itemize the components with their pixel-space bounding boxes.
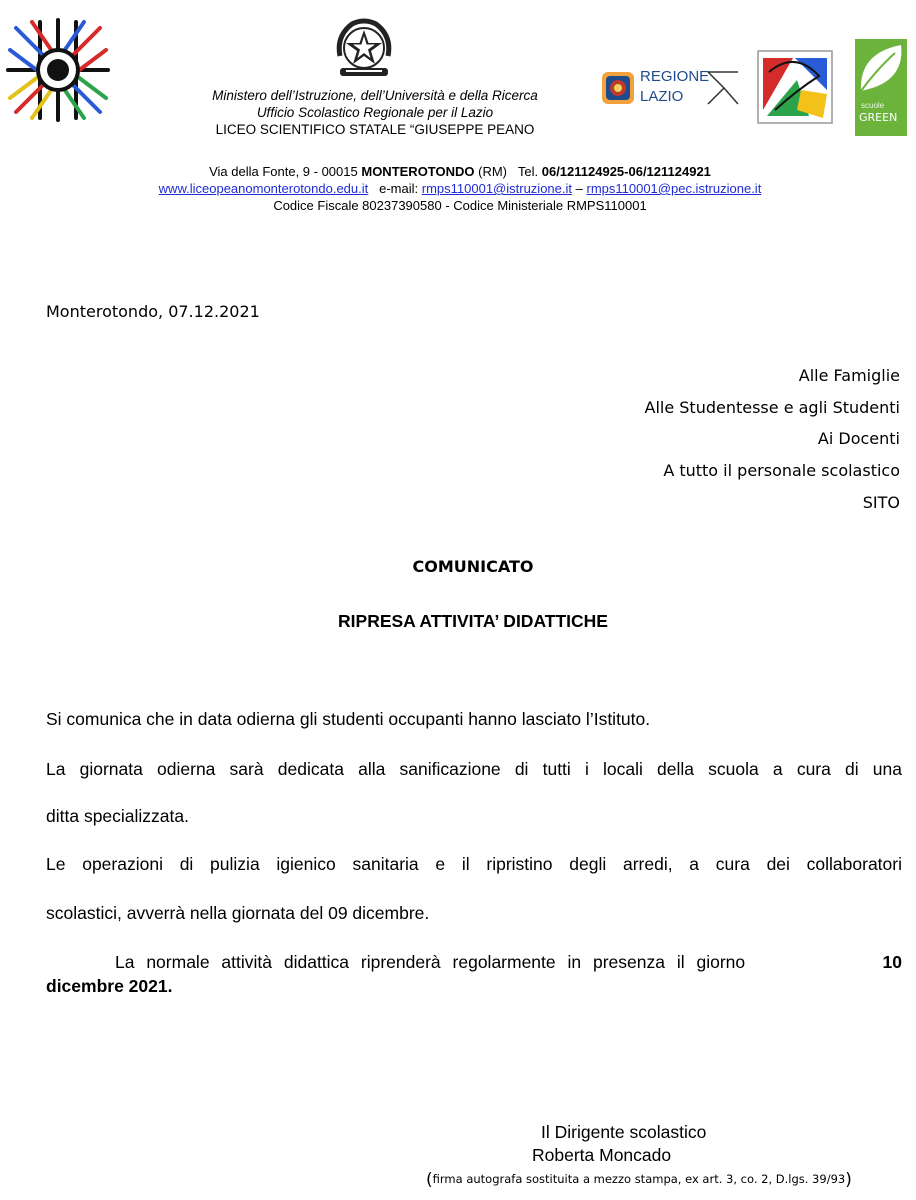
note-open-paren: ( xyxy=(426,1170,433,1190)
city: MONTEROTONDO xyxy=(361,164,475,179)
note-text: firma autografa sostituita a mezzo stampa, ex art. 3, co. 2, D.lgs. 39/93 xyxy=(432,1172,846,1186)
pec-link[interactable]: rmps110001@pec.istruzione.it xyxy=(586,181,762,196)
school-logo xyxy=(2,14,114,126)
leaf-icon xyxy=(855,39,907,99)
school-network-logo xyxy=(757,50,833,124)
website-link[interactable]: www.liceopeanomonterotondo.edu.it xyxy=(158,181,369,196)
body-paragraph-3-line-2: scolastici, avverrà nella giornata del 09 dicembre. xyxy=(46,903,430,923)
tel-label: Tel. xyxy=(517,164,539,179)
scuole-green-logo xyxy=(855,39,907,136)
recipient-families: Alle Famiglie xyxy=(798,366,900,385)
recipient-site: SITO xyxy=(862,493,900,512)
scuole-green-small-text: scuole xyxy=(861,101,885,110)
body-paragraph-2-line-1: La giornata odierna sarà dedicata alla sanificazione di tutti i locali della scuola a cura di una xyxy=(46,759,902,779)
body-paragraph-4-bold-date: dicembre 2021. xyxy=(46,976,173,996)
scuole-green-big-text: GREEN xyxy=(859,111,898,124)
body-paragraph-3-line-1: Le operazioni di pulizia igienico sanitaria e il ripristino degli arredi, a cura dei collaboratori xyxy=(46,854,902,874)
recipient-staff: A tutto il personale scolastico xyxy=(663,461,900,480)
regione-lazio-text-line2: LAZIO xyxy=(640,88,684,105)
signature-note xyxy=(426,1170,852,1190)
telephone: 06/121124925-06/121124921 xyxy=(541,164,711,179)
address: Via della Fonte, 9 - 00015 xyxy=(209,164,358,179)
header-codes: Codice Fiscale 80237390580 - Codice Ministeriale RMPS110001 xyxy=(273,198,647,213)
body-paragraph-2-line-2: ditta specializzata. xyxy=(46,806,189,826)
header-contacts-line xyxy=(40,180,880,197)
email-label: e-mail: xyxy=(379,181,419,196)
body-paragraph-4-bold-day: 10 xyxy=(882,952,902,972)
document-title: COMUNICATO xyxy=(412,557,534,576)
header-office: Ufficio Scolastico Regionale per il Lazio xyxy=(256,105,494,120)
recipient-students: Alle Studentesse e agli Studenti xyxy=(644,398,900,417)
republic-emblem xyxy=(332,16,396,82)
recipient-teachers: Ai Docenti xyxy=(817,429,900,448)
body-paragraph-4-text: La normale attività didattica riprenderà regolarmente in presenza il giorno xyxy=(115,952,746,972)
body-paragraph-1: Si comunica che in data odierna gli studenti occupanti hanno lasciato l’Istituto. xyxy=(46,709,651,729)
header-address-line xyxy=(40,163,880,180)
document-subject: RIPRESA ATTIVITA’ DIDATTICHE xyxy=(338,611,608,631)
body-paragraph-4-line-1 xyxy=(115,951,902,973)
header-ministry: Ministero dell’Istruzione, dell’Università e della Ricerca xyxy=(212,88,538,103)
email-link[interactable]: rmps110001@istruzione.it xyxy=(421,181,572,196)
province: (RM) xyxy=(478,164,508,179)
regione-lazio-chevron-icon xyxy=(704,68,742,108)
signature-name: Roberta Moncado xyxy=(532,1145,672,1165)
regione-lazio-text-line1: REGIONE xyxy=(640,68,710,85)
date-line: Monterotondo, 07.12.2021 xyxy=(46,302,260,321)
header-school-name: LICEO SCIENTIFICO STATALE “GIUSEPPE PEANO xyxy=(215,122,535,137)
note-close-paren: ) xyxy=(845,1170,852,1190)
separator: – xyxy=(575,181,583,196)
signature-role: Il Dirigente scolastico xyxy=(541,1122,707,1142)
regione-lazio-logo xyxy=(600,66,742,112)
